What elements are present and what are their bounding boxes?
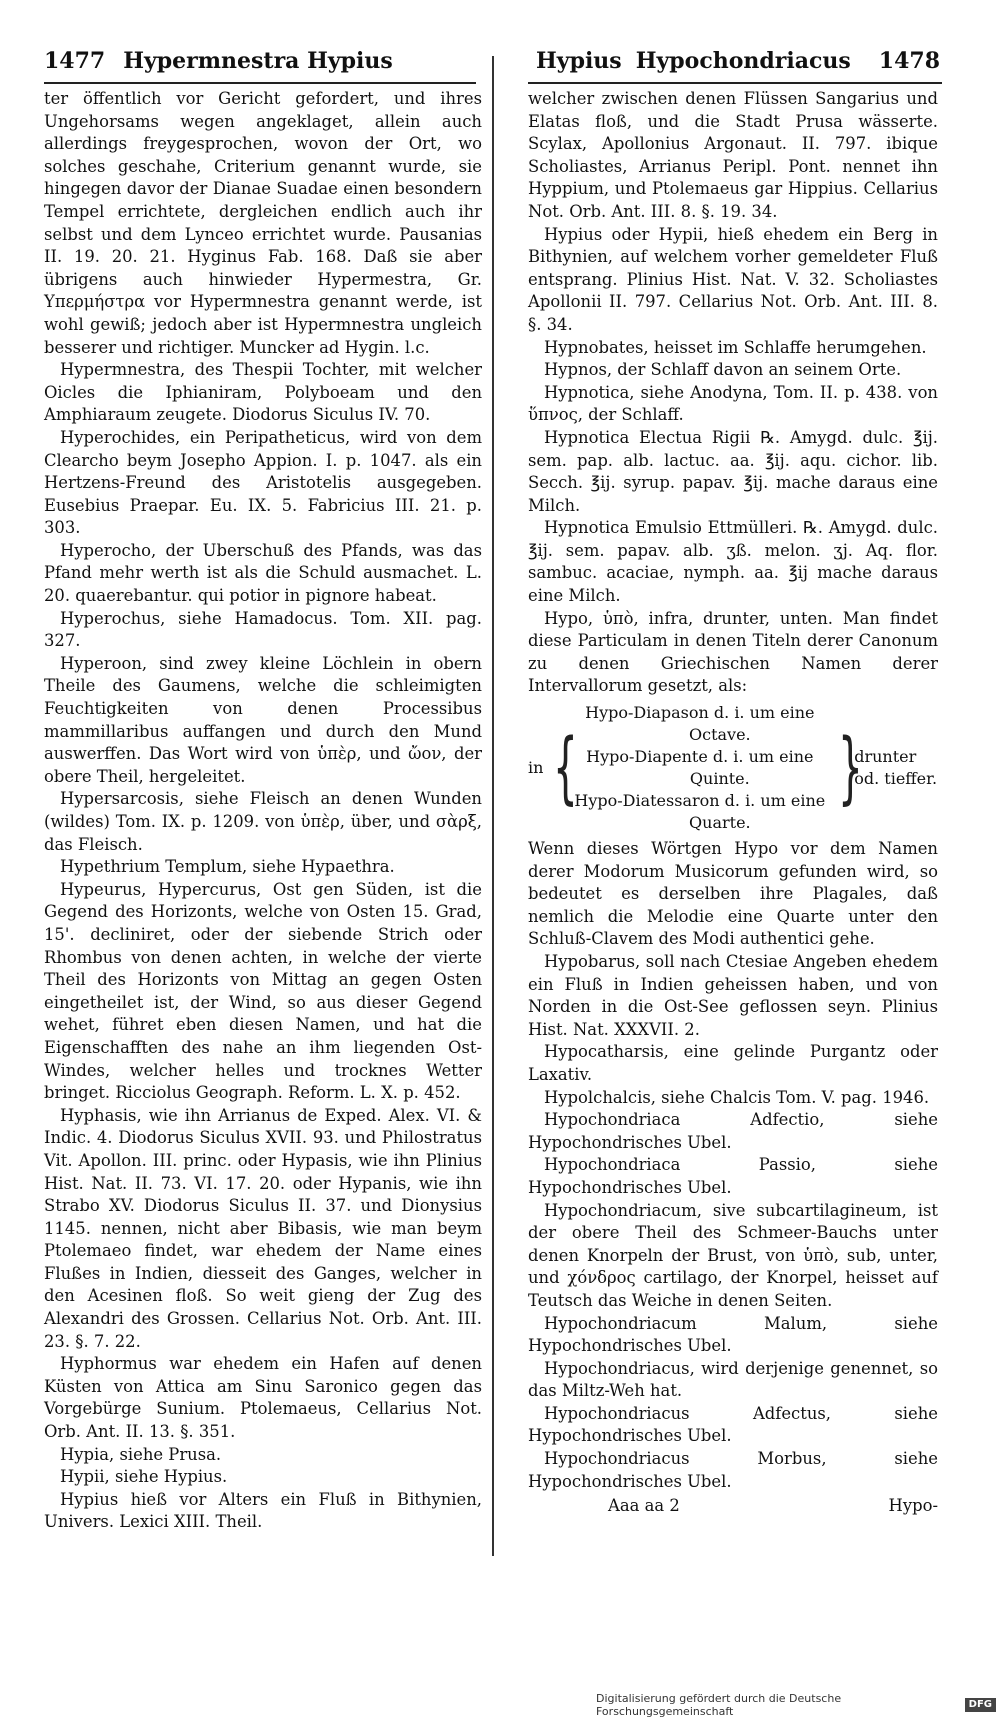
- dictionary-entry: Hypnos, der Schlaff davon an seinem Orte.: [544, 360, 902, 380]
- interval-bracket-table: [528, 702, 938, 834]
- bracket-row-main: Hypo-Diatessaron d. i. um eine: [574, 791, 826, 811]
- dictionary-entry: Hypeurus, Hypercurus, Ost gen Süden, ist die Gegend des Horizonts, welche von Osten 15. Grad, 15'. decliniret, oder der siebende Strich oder Rhombus von denen achten, in welche der vierte Theil des Horizonts von Mittag an gegen Osten eingetheilet ist, der Wind, so aus dieser Gegend wehet, führet eben diesen Namen, und hat die Eigenschafften des nahe an ihm liegenden Ost-Windes, welcher helles und trocknes Wetter bringet. Ricciolus Geograph. Reform. L. X. p. 452.: [44, 879, 482, 1103]
- dictionary-entry: Hypius oder Hypii, hieß ehedem ein Berg in Bithynien, auf welchem vorher gemeldeter Fluß entsprang. Plinius Hist. Nat. V. 32. Scholiastes Apollonii II. 797. Cellarius Not. Orb. Ant. III. 8. §. 34.: [528, 224, 938, 334]
- credit-text: Digitalisierung gefördert durch die Deutsche Forschungsgemeinschaft: [596, 1692, 842, 1718]
- right-running-title-b: Hypochondriacus: [635, 48, 851, 74]
- catchword: Hypo-: [888, 1496, 938, 1516]
- dictionary-entry: Hypochondriacus Adfectus, siehe Hypochondrisches Ubel.: [528, 1403, 938, 1446]
- left-header-rule: [44, 82, 476, 84]
- dictionary-entry: Hypermnestra, des Thespii Tochter, mit welcher Oicles die Iphianiram, Polyboeam und den Amphiaraum zeugete. Diodorus Siculus IV. 70.: [44, 360, 482, 425]
- dictionary-entry: Hyperochus, siehe Hamadocus. Tom. XII. pag. 327.: [44, 608, 482, 651]
- dictionary-entry: Hypius hieß vor Alters ein Fluß in Bithynien, Univers. Lexici XIII. Theil.: [44, 1489, 482, 1532]
- bracket-row-sub: Octave.: [689, 725, 751, 745]
- bracket-prefix: in: [528, 758, 544, 778]
- dictionary-entry: Hypochondriacus Morbus, siehe Hypochondrisches Ubel.: [528, 1449, 938, 1491]
- dictionary-entry: Hyperochides, ein Peripatheticus, wird von dem Clearcho beym Josepho Appion. I. p. 1047. als ein Hertzens-Freund des Aristotelis ausgegeben. Eusebius Praepar. Eu. IX. 5. Fabricius III. 21. p. 303.: [44, 427, 482, 538]
- dictionary-entry: Hypnobates, heisset im Schlaffe herumgehen.: [544, 337, 927, 357]
- dictionary-entry: Wenn dieses Wörtgen Hypo vor dem Namen derer Modorum Musicorum gefunden wird, so bedeutet es derselben ihre Plagales, daß nemlich die Melodie eine Quarte unter den Schluß-Clavem des Modi authentici gehe.: [528, 839, 938, 949]
- dictionary-entry: Hypnotica, siehe Anodyna, Tom. II. p. 438. von ὕπνος, der Schlaff.: [528, 382, 938, 425]
- dictionary-entry: Hypochondriaca Passio, siehe Hypochondrisches Ubel.: [528, 1155, 938, 1197]
- dictionary-entry: Hypethrium Templum, siehe Hypaethra.: [60, 857, 395, 877]
- right-column-entries-a: [528, 88, 938, 698]
- dictionary-entry: Hyphasis, wie ihn Arrianus de Exped. Alex. VI. & Indic. 4. Diodorus Siculus XVII. 93. und Philostratus Vit. Apollon. III. princ. oder Hypasis, wie ihn Plinius Hist. Nat. II. 73. VI. 17. 20. oder Hypanis, wie ihn Strabo XV. Diodorus Siculus II. 37. und Dionysius 1145. nennen, nicht aber Bibasis, wie man beym Ptolemaeo findet, war ehedem der Name eines Flußes in Indien, diesseit des Ganges, welcher in den Acesinen floß. So weit gieng der Zug des Alexandri des Grossen. Cellarius Not. Orb. Ant. III. 23. §. 7. 22.: [44, 1105, 482, 1351]
- dictionary-entry: Hypnotica Electua Rigii ℞. Amygd. dulc. ℥ij. sem. pap. alb. lactuc. aa. ℥ij. aqu. cichor. lib. Secch. ℥ij. syrup. papav. ℥ij. mache daraus eine Milch.: [528, 427, 938, 515]
- dictionary-entry: Hypochondriacum Malum, siehe Hypochondrisches Ubel.: [528, 1313, 938, 1356]
- bracket-rows: [565, 702, 834, 834]
- bracket-row-sub: Quinte.: [689, 769, 750, 789]
- left-running-title: Hypermnestra Hypius: [123, 48, 393, 74]
- dictionary-entry: Hypolchalcis, siehe Chalcis Tom. V. pag. 1946.: [544, 1087, 930, 1107]
- dictionary-entry: Hyperocho, der Uberschuß des Pfands, was das Pfand mehr werth ist als die Schuld ausmachet. L. 20. quaerebantur. qui potior in pignore habeat.: [44, 540, 482, 606]
- signature-mark: Aaa aa 2: [608, 1496, 680, 1516]
- right-page-header: [536, 48, 940, 82]
- left-brace-icon: {: [553, 723, 579, 814]
- dictionary-entry: Hypersarcosis, siehe Fleisch an denen Wunden (wildes) Tom. IX. p. 1209. von ὑπὲρ, über, und σὰρξ, das Fleisch.: [44, 789, 482, 854]
- left-page-number: 1477: [44, 48, 106, 74]
- left-column: [44, 88, 482, 1534]
- dictionary-entry: Hyperoon, sind zwey kleine Löchlein in obern Theile des Gaumens, welche die schleimigten Feuchtigkeiten von denen Processibus mammillaribus auffangen und durch den Mund auswerffen. Das Wort wird von ὑπὲρ, und ὤον, der obere Theil, hergeleitet.: [44, 653, 482, 786]
- bracket-row-sub: Quarte.: [689, 813, 751, 833]
- dictionary-entry: Hypochondriacus, wird derjenige genennet, so das Miltz-Weh hat.: [528, 1358, 938, 1401]
- bracket-row: [565, 746, 834, 790]
- dictionary-entry: Hypnotica Emulsio Ettmülleri. ℞. Amygd. dulc. ℥ij. sem. papav. alb. ʒß. melon. ʒj. Aq. flor. sambuc. acaciae, nymph. aa. ℥ij mache daraus eine Milch.: [528, 518, 938, 606]
- bracket-suffix: drunter od. tieffer.: [854, 747, 938, 789]
- dictionary-entry: Hypia, siehe Prusa.: [60, 1444, 222, 1464]
- dictionary-entry: Hypochondriaca Adfectio, siehe Hypochondrisches Ubel.: [528, 1110, 938, 1152]
- bracket-row: [565, 702, 834, 746]
- dictionary-entry: Hypobarus, soll nach Ctesiae Angeben ehedem ein Fluß in Indien geheissen haben, und von Norden in die Ost-See geflossen seyn. Plinius Hist. Nat. XXXVII. 2.: [528, 952, 938, 1039]
- bracket-row-main: Hypo-Diapente d. i. um eine: [586, 747, 814, 767]
- dictionary-entry: ter öffentlich vor Gericht gefordert, und ihres Ungehorsams wegen angeklaget, allein auch allerdings freygesprochen, wovon der Ort, wo solches geschahe, Criterium genannt wurde, sie hingegen davor der Dianae Suadae einen besondern Tempel errichtete, dergleichen endlich auch ihr selbst und dem Lynceo errichtet wurde. Pausanias II. 19. 20. 21. Hyginus Fab. 168. Daß sie aber übrigens auch hinwieder Hypermestra, Gr. Υπερμήστρα vor Hypermnestra genannt werde, ist wohl gewiß; jedoch aber ist Hypermnestra ungleich besserer und richtiger. Muncker ad Hygin. l.c.: [44, 89, 482, 357]
- left-page-header: [44, 48, 476, 82]
- dictionary-entry: Hypochondriacum, sive subcartilagineum, ist der obere Theil des Schmeer-Bauchs unter denen Knorpeln der Brust, von ὑπὸ, sub, unter, und χόνδρος cartilago, der Knorpel, heisset auf Teutsch das Weiche in denen Seiten.: [528, 1200, 938, 1310]
- digitization-credit: [596, 1692, 996, 1718]
- bracket-row: [565, 790, 834, 834]
- right-page-number: 1478: [878, 48, 940, 74]
- right-column: [528, 88, 938, 1518]
- dfg-logo: DFG: [965, 1698, 996, 1712]
- right-header-rule: [528, 82, 942, 84]
- right-running-title-a: Hypius: [536, 48, 622, 74]
- bracket-row-main: Hypo-Diapason d. i. um eine: [585, 703, 815, 723]
- dictionary-entry: Hypo, ὑπὸ, infra, drunter, unten. Man findet diese Particulam in denen Titeln derer Canonum zu denen Griechischen Namen derer Intervallorum gesetzt, als:: [528, 608, 938, 696]
- right-brace-icon: }: [838, 723, 864, 814]
- dictionary-entry: Hypii, siehe Hypius.: [60, 1467, 228, 1487]
- right-column-entries-b: [528, 838, 938, 1493]
- dictionary-entry: welcher zwischen denen Flüssen Sangarius und Elatas floß, und die Stadt Prusa wässerte. Scylax, Apollonius Argonaut. II. 797. ibique Scholiastes, Arrianus Peripl. Pont. nennet ihn Hyppium, und Ptolemaeus gar Hippius. Cellarius Not. Orb. Ant. III. 8. §. 19. 34.: [528, 89, 938, 221]
- signature-line: [528, 1495, 938, 1518]
- column-divider: [492, 56, 494, 1556]
- dictionary-entry: Hypocatharsis, eine gelinde Purgantz oder Laxativ.: [528, 1042, 938, 1084]
- dictionary-entry: Hyphormus war ehedem ein Hafen auf denen Küsten von Attica am Sinu Saronico gegen das Vorgebürge Sunium. Ptolemaeus, Cellarius Not. Orb. Ant. II. 13. §. 351.: [44, 1354, 482, 1442]
